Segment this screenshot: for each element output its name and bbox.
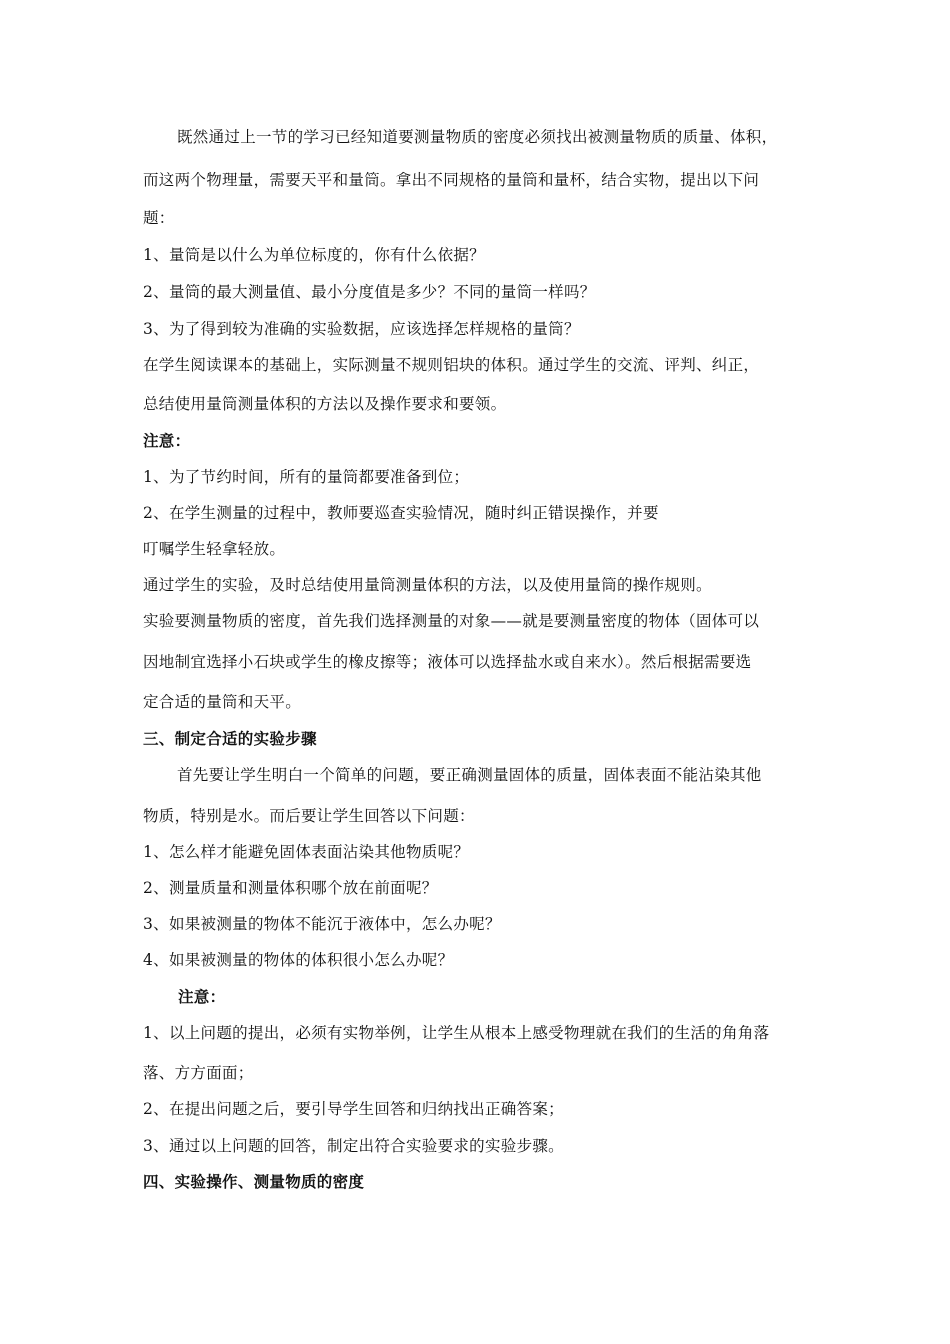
paragraph-summary: 通过学生的实验，及时总结使用量筒测量体积的方法，以及使用量筒的操作规则。 bbox=[143, 576, 712, 594]
paragraph-density-line-3: 定合适的量筒和天平。 bbox=[143, 693, 302, 711]
note-1-item-2: 2、在学生测量的过程中，教师要巡查实验情况，随时纠正错误操作，并要 bbox=[143, 504, 659, 522]
section-heading-3: 三、制定合适的实验步骤 bbox=[143, 729, 317, 748]
step-question-2: 2、测量质量和测量体积哪个放在前面呢？ bbox=[143, 879, 438, 897]
question-2: 2、量筒的最大测量值、最小分度值是多少？不同的量筒一样吗？ bbox=[143, 283, 596, 301]
step-question-1: 1、怎么样才能避免固体表面沾染其他物质呢？ bbox=[143, 843, 470, 861]
section-heading-4: 四、实验操作、测量物质的密度 bbox=[143, 1172, 365, 1191]
note-1-item-2-cont: 叮嘱学生轻拿轻放。 bbox=[143, 540, 286, 558]
question-3: 3、为了得到较为准确的实验数据，应该选择怎样规格的量筒？ bbox=[143, 320, 580, 338]
paragraph-intro-line-2: 而这两个物理量，需要天平和量筒。拿出不同规格的量筒和量杯，结合实物，提出以下问 bbox=[143, 171, 760, 189]
paragraph-intro-line-3: 题： bbox=[143, 209, 175, 227]
paragraph-density-line-2: 因地制宜选择小石块或学生的橡皮擦等；液体可以选择盐水或自来水）。然后根据需要选 bbox=[143, 653, 752, 671]
paragraph-steps-line-1: 首先要让学生明白一个简单的问题，要正确测量固体的质量，固体表面不能沾染其他 bbox=[177, 766, 762, 784]
note-heading-2: 注意： bbox=[178, 987, 226, 1006]
note-2-item-3: 3、通过以上问题的回答，制定出符合实验要求的实验步骤。 bbox=[143, 1137, 564, 1155]
step-question-3: 3、如果被测量的物体不能沉于液体中，怎么办呢？ bbox=[143, 915, 501, 933]
note-2-item-1-cont: 落、方方面面； bbox=[143, 1064, 254, 1082]
paragraph-reading-line-2: 总结使用量筒测量体积的方法以及操作要求和要领。 bbox=[143, 395, 507, 413]
question-1: 1、量筒是以什么为单位标度的，你有什么依据？ bbox=[143, 246, 485, 264]
note-2-item-1: 1、以上问题的提出，必须有实物举例，让学生从根本上感受物理就在我们的生活的角角落 bbox=[143, 1024, 770, 1042]
note-1-item-1: 1、为了节约时间，所有的量筒都要准备到位； bbox=[143, 468, 470, 486]
note-heading-1: 注意： bbox=[143, 431, 191, 450]
paragraph-intro-line-1: 既然通过上一节的学习已经知道要测量物质的密度必须找出被测量物质的质量、体积， bbox=[177, 128, 778, 146]
paragraph-density-line-1: 实验要测量物质的密度，首先我们选择测量的对象——就是要测量密度的物体（固体可以 bbox=[143, 612, 760, 630]
step-question-4: 4、如果被测量的物体的体积很小怎么办呢？ bbox=[143, 951, 454, 969]
paragraph-reading-line-1: 在学生阅读课本的基础上，实际测量不规则铝块的体积。通过学生的交流、评判、纠正， bbox=[143, 356, 760, 374]
paragraph-steps-line-2: 物质，特别是水。而后要让学生回答以下问题： bbox=[143, 807, 475, 825]
note-2-item-2: 2、在提出问题之后，要引导学生回答和归纳找出正确答案； bbox=[143, 1100, 564, 1118]
